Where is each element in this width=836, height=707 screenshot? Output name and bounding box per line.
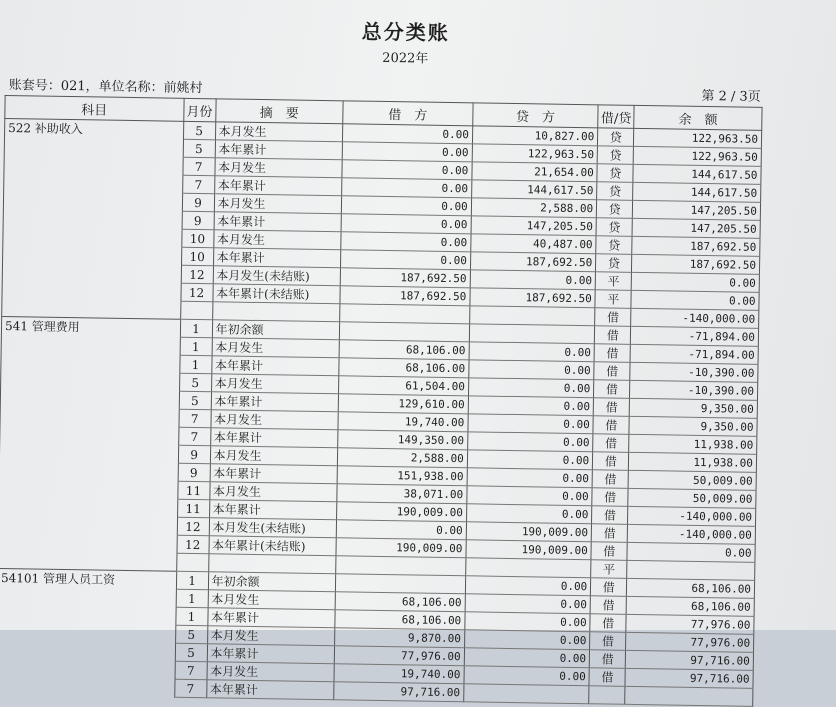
summary-cell: 本年累计: [214, 212, 342, 232]
direction-cell: 借: [592, 488, 628, 507]
credit-cell: 0.00: [467, 432, 593, 452]
credit-cell: 122,963.50: [472, 144, 598, 164]
debit-cell: [336, 556, 466, 576]
credit-cell: 0.00: [468, 378, 594, 398]
month-cell: 12: [181, 265, 213, 283]
debit-cell: 0.00: [342, 142, 472, 162]
direction-cell: 贷: [597, 146, 633, 165]
credit-cell: 190,009.00: [466, 522, 592, 542]
balance-cell: 0.00: [632, 272, 760, 292]
month-cell: 1: [175, 607, 207, 625]
debit-cell: 187,692.50: [340, 286, 470, 306]
credit-cell: [463, 684, 589, 704]
balance-cell: -71,894.00: [631, 326, 759, 346]
balance-cell: -140,000.00: [631, 308, 759, 328]
summary-cell: 本月发生: [208, 590, 336, 610]
credit-cell: 0.00: [468, 396, 594, 416]
ledger-document: [0, 10, 766, 707]
direction-cell: 贷: [597, 200, 633, 219]
summary-cell: 本月发生: [213, 230, 341, 250]
debit-cell: 149,350.00: [338, 430, 468, 450]
month-cell: 7: [183, 157, 215, 175]
credit-cell: [469, 324, 595, 344]
credit-cell: 147,205.50: [471, 216, 597, 236]
credit-cell: 0.00: [464, 648, 590, 668]
direction-cell: 借: [593, 434, 629, 453]
debit-cell: 187,692.50: [340, 268, 470, 288]
ledger-table: [0, 95, 763, 707]
account-name-cell: 522 补助收入: [5, 118, 184, 139]
debit-cell: 190,009.00: [337, 502, 467, 522]
month-cell: 7: [182, 175, 214, 193]
direction-cell: 借: [590, 614, 626, 633]
debit-cell: 151,938.00: [337, 466, 467, 486]
credit-cell: 0.00: [465, 576, 591, 596]
direction-cell: 借: [594, 362, 630, 381]
summary-cell: 本月发生: [212, 338, 340, 358]
account-blank-cell: [0, 676, 175, 697]
ledger-info: 账套号：021，单位名称：前姚村: [8, 78, 203, 97]
summary-cell: 本年累计: [209, 500, 337, 520]
credit-cell: 0.00: [467, 468, 593, 488]
ledger-year: 2022年: [382, 50, 429, 67]
column-header-month: 月份: [183, 98, 215, 121]
ledger-body: [0, 118, 762, 706]
direction-cell: 借: [593, 416, 629, 435]
ledger-title: 总分类账: [361, 19, 450, 45]
balance-cell: 11,938.00: [629, 434, 757, 454]
balance-cell: 77,976.00: [626, 614, 754, 634]
summary-cell: 本月发生: [214, 158, 342, 178]
credit-cell: 0.00: [467, 486, 593, 506]
account-name-cell: 541 管理费用: [1, 316, 180, 337]
column-header-account: 科目: [5, 95, 184, 121]
debit-cell: 0.00: [342, 178, 472, 198]
month-cell: 5: [175, 643, 207, 661]
balance-cell: 97,716.00: [625, 668, 753, 688]
debit-cell: 38,071.00: [337, 484, 467, 504]
debit-cell: 190,009.00: [336, 538, 466, 558]
debit-cell: 68,106.00: [339, 340, 469, 360]
credit-cell: 0.00: [465, 594, 591, 614]
direction-cell: 借: [594, 344, 630, 363]
column-header-debit: 借 方: [343, 101, 473, 126]
summary-cell: 本年累计: [210, 428, 338, 448]
direction-cell: 平: [595, 290, 631, 309]
month-cell: 5: [183, 139, 215, 157]
summary-cell: 本月发生: [207, 662, 335, 682]
balance-cell: 187,692.50: [632, 236, 760, 256]
debit-cell: 19,740.00: [334, 664, 464, 684]
summary-cell: 本月发生: [207, 626, 335, 646]
balance-cell: -10,390.00: [630, 380, 758, 400]
page-number: 第 2 / 3页: [701, 88, 761, 105]
balance-cell: 147,205.50: [632, 218, 760, 238]
balance-cell: [627, 560, 755, 580]
credit-cell: 0.00: [466, 504, 592, 524]
month-cell: 1: [179, 355, 211, 373]
balance-cell: 122,963.50: [634, 128, 762, 148]
debit-cell: 0.00: [341, 214, 471, 234]
summary-cell: 本月发生: [211, 374, 339, 394]
balance-cell: 11,938.00: [629, 452, 757, 472]
direction-cell: 借: [595, 308, 631, 327]
month-cell: 12: [177, 517, 209, 535]
debit-cell: [340, 304, 470, 324]
month-cell: 1: [176, 571, 208, 589]
credit-cell: 187,692.50: [470, 252, 596, 272]
month-cell: 7: [174, 679, 206, 697]
debit-cell: 97,716.00: [334, 682, 464, 702]
balance-cell: -140,000.00: [628, 506, 756, 526]
summary-cell: [208, 554, 336, 574]
month-cell: 9: [178, 445, 210, 463]
balance-cell: 68,106.00: [627, 578, 755, 598]
month-cell: [176, 553, 208, 571]
credit-cell: 190,009.00: [466, 540, 592, 560]
column-header-balance: 余 额: [634, 105, 762, 130]
direction-cell: 借: [591, 524, 627, 543]
summary-cell: 本年累计: [214, 176, 342, 196]
direction-cell: 借: [591, 542, 627, 561]
debit-cell: 68,106.00: [335, 610, 465, 630]
month-cell: 7: [179, 409, 211, 427]
balance-cell: 50,009.00: [628, 488, 756, 508]
account-name-cell: 54101 管理人员工资: [0, 568, 176, 589]
balance-cell: 144,617.50: [633, 164, 761, 184]
credit-cell: 0.00: [470, 270, 596, 290]
direction-cell: 借: [591, 578, 627, 597]
credit-cell: 2,588.00: [471, 198, 597, 218]
month-cell: 11: [177, 481, 209, 499]
credit-cell: 187,692.50: [470, 288, 596, 308]
balance-cell: 187,692.50: [632, 254, 760, 274]
month-cell: 5: [175, 625, 207, 643]
direction-cell: 借: [593, 398, 629, 417]
credit-cell: 0.00: [465, 612, 591, 632]
debit-cell: 0.00: [341, 232, 471, 252]
summary-cell: 本年累计: [207, 644, 335, 664]
month-cell: 9: [182, 193, 214, 211]
direction-cell: 借: [594, 380, 630, 399]
direction-cell: 贷: [596, 236, 632, 255]
direction-cell: 借: [590, 632, 626, 651]
direction-cell: 借: [592, 506, 628, 525]
month-cell: 5: [179, 391, 211, 409]
summary-cell: 本月发生(未结账): [209, 518, 337, 538]
direction-cell: 平: [595, 272, 631, 291]
balance-cell: 50,009.00: [628, 470, 756, 490]
month-cell: 1: [180, 319, 212, 337]
summary-cell: 本月发生: [214, 194, 342, 214]
debit-cell: 129,610.00: [338, 394, 468, 414]
summary-cell: 本月发生: [210, 446, 338, 466]
debit-cell: [339, 322, 469, 342]
summary-cell: 本月发生(未结账): [213, 266, 341, 286]
debit-cell: 0.00: [342, 160, 472, 180]
column-header-direction: 借/贷: [598, 105, 634, 129]
direction-cell: 借: [590, 596, 626, 615]
summary-cell: 本年累计: [213, 248, 341, 268]
debit-cell: 68,106.00: [335, 592, 465, 612]
debit-cell: 0.00: [343, 124, 473, 144]
debit-cell: 0.00: [341, 196, 471, 216]
month-cell: 5: [183, 121, 215, 139]
debit-cell: 2,588.00: [337, 448, 467, 468]
balance-cell: -71,894.00: [630, 344, 758, 364]
direction-cell: [589, 686, 625, 705]
balance-cell: 77,976.00: [626, 632, 754, 652]
credit-cell: 0.00: [464, 630, 590, 650]
column-header-credit: 贷 方: [473, 103, 599, 128]
summary-cell: [212, 302, 340, 322]
month-cell: 12: [181, 283, 213, 301]
credit-cell: 40,487.00: [471, 234, 597, 254]
credit-cell: 21,654.00: [472, 162, 598, 182]
direction-cell: 借: [589, 668, 625, 687]
direction-cell: 借: [589, 650, 625, 669]
direction-cell: 平: [591, 560, 627, 579]
month-cell: 10: [181, 247, 213, 265]
direction-cell: 借: [592, 470, 628, 489]
credit-cell: 0.00: [464, 666, 590, 686]
summary-cell: 年初余额: [208, 572, 336, 592]
credit-cell: 10,827.00: [472, 126, 598, 146]
month-cell: 9: [178, 463, 210, 481]
balance-cell: 0.00: [631, 290, 759, 310]
direction-cell: 贷: [596, 218, 632, 237]
summary-cell: 本年累计: [211, 392, 339, 412]
debit-cell: 61,504.00: [339, 376, 469, 396]
direction-cell: 贷: [598, 128, 634, 147]
direction-cell: 贷: [596, 254, 632, 273]
month-cell: 10: [181, 229, 213, 247]
summary-cell: 本年累计: [207, 608, 335, 628]
debit-cell: 68,106.00: [339, 358, 469, 378]
debit-cell: 0.00: [336, 520, 466, 540]
summary-cell: 本年累计: [211, 356, 339, 376]
credit-cell: 0.00: [468, 414, 594, 434]
month-cell: 12: [177, 535, 209, 553]
summary-cell: 本年累计: [215, 140, 343, 160]
debit-cell: 0.00: [341, 250, 471, 270]
direction-cell: 贷: [597, 182, 633, 201]
balance-cell: 97,716.00: [626, 650, 754, 670]
summary-cell: 本年累计: [206, 680, 334, 700]
month-cell: 11: [177, 499, 209, 517]
summary-cell: 本月发生: [209, 482, 337, 502]
month-cell: 1: [180, 337, 212, 355]
direction-cell: 借: [593, 452, 629, 471]
balance-cell: 147,205.50: [633, 200, 761, 220]
debit-cell: 77,976.00: [334, 646, 464, 666]
summary-cell: 本月发生: [215, 122, 343, 142]
summary-cell: 本年累计: [210, 464, 338, 484]
balance-cell: 9,350.00: [630, 398, 758, 418]
balance-cell: -140,000.00: [628, 524, 756, 544]
debit-cell: 19,740.00: [338, 412, 468, 432]
summary-cell: 年初余额: [212, 320, 340, 340]
balance-cell: [625, 686, 753, 706]
direction-cell: 贷: [597, 164, 633, 183]
balance-cell: 122,963.50: [634, 146, 762, 166]
credit-cell: 0.00: [469, 360, 595, 380]
credit-cell: [469, 306, 595, 326]
summary-cell: 本年累计(未结账): [208, 536, 336, 556]
debit-cell: 9,870.00: [335, 628, 465, 648]
column-header-summary: 摘 要: [215, 99, 343, 124]
month-cell: 7: [178, 427, 210, 445]
credit-cell: 0.00: [469, 342, 595, 362]
credit-cell: 144,617.50: [471, 180, 597, 200]
balance-cell: 144,617.50: [633, 182, 761, 202]
credit-cell: [465, 558, 591, 578]
month-cell: 9: [182, 211, 214, 229]
month-cell: 7: [175, 661, 207, 679]
month-cell: [180, 301, 212, 319]
balance-cell: 0.00: [627, 542, 755, 562]
credit-cell: 0.00: [467, 450, 593, 470]
summary-cell: 本年累计(未结账): [212, 284, 340, 304]
direction-cell: 借: [595, 326, 631, 345]
month-cell: 1: [176, 589, 208, 607]
balance-cell: -10,390.00: [630, 362, 758, 382]
month-cell: 5: [179, 373, 211, 391]
balance-cell: 68,106.00: [626, 596, 754, 616]
summary-cell: 本月发生: [210, 410, 338, 430]
balance-cell: 9,350.00: [629, 416, 757, 436]
debit-cell: [335, 574, 465, 594]
